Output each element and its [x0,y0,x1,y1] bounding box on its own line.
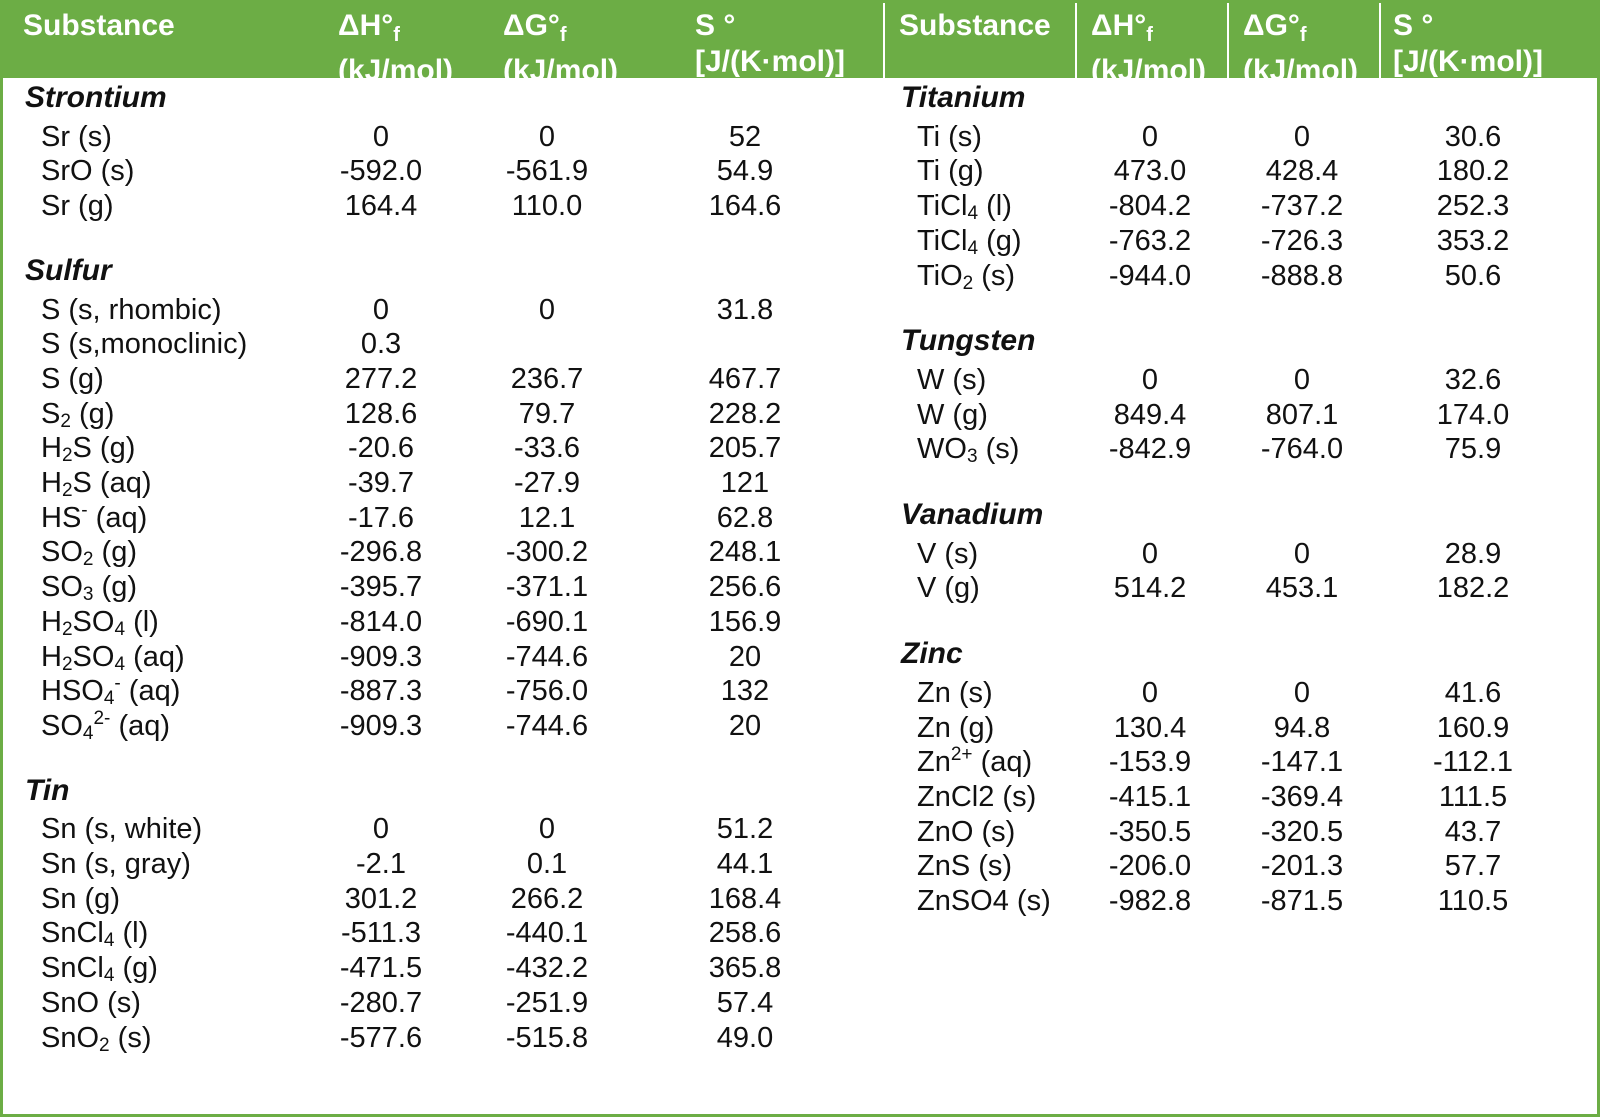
table-row [3,224,1597,258]
substance-name: Ti (g) [917,155,984,188]
entropy-value: 182.2 [1436,572,1510,605]
table-row [3,432,1597,466]
header-divider [883,3,885,78]
header-unit: (kJ/mol) [503,54,619,87]
enthalpy-value: 164.4 [344,190,418,223]
substance-name: $S_2$ (g) [41,397,115,432]
gibbs-value: -515.8 [505,1021,589,1054]
substance-name: S (g) [41,362,104,395]
entropy-value: 132 [720,675,770,708]
header-label: ΔG° [1243,9,1300,42]
entropy-value: 52 [728,120,762,153]
header-substance-left [23,8,175,44]
enthalpy-value: -909.3 [339,709,423,742]
substance-name: ZnS (s) [917,850,1013,883]
enthalpy-value: 277.2 [344,362,418,395]
table-row [3,640,883,674]
entropy-value: 121 [720,467,770,499]
entropy-value: 168.4 [708,882,782,915]
substance-name: ZnSO4 (s) [917,885,1051,917]
substance-name: SnO (s) [41,986,141,1019]
entropy-value: 228.2 [708,397,782,430]
table-row [3,673,1597,710]
gibbs-value: -201.3 [1260,850,1344,883]
enthalpy-value: 514.2 [1113,572,1187,605]
substance-name: Ti (s) [917,120,982,153]
header-dh-left [338,8,453,89]
substance-name: SrO (s) [41,155,135,188]
header-subscript: f [1146,24,1153,46]
enthalpy-value: 301.2 [344,882,418,915]
entropy-value: 62.8 [716,501,774,534]
substance-name: $H_2S$ (g) [41,432,136,467]
substance-name: Sn (g) [41,882,120,915]
gibbs-value: 12.1 [518,501,576,534]
table-row [3,501,883,535]
table-row [3,916,883,950]
substance-name: Sr (s) [41,120,112,153]
substance-name: $SO_4^{2-}$ (aq) [41,707,171,744]
substance-name: $HSO_4^-$ (aq) [41,673,181,710]
enthalpy-value: 473.0 [1113,155,1187,188]
entropy-value: 31.8 [716,293,774,326]
gibbs-value: 0 [1293,676,1311,709]
table-row [3,120,1597,154]
gibbs-value: -33.6 [513,432,581,465]
substance-name: V (g) [917,572,980,605]
header-label: S ° [695,9,736,42]
enthalpy-value: 0 [372,120,390,153]
gibbs-value: 110.0 [511,190,583,223]
entropy-value: 252.3 [1436,190,1510,223]
gibbs-value: -737.2 [1260,190,1344,223]
substance-name: Zn (g) [917,711,995,744]
substance-name: $H_2S$ (aq) [41,467,152,501]
section-title: Tin [25,773,70,807]
table-row [3,259,1597,293]
gibbs-value: -561.9 [505,155,589,188]
entropy-value: 174.0 [1436,398,1510,431]
enthalpy-value: -577.6 [339,1021,423,1054]
substance-name: Sr (g) [41,190,114,223]
enthalpy-value: 0.3 [360,328,402,361]
substance-name: $H_2SO_4$ (l) [41,605,159,640]
substance-name: ZnCl2 (s) [917,780,1037,813]
substance-name: $H_2SO_4$ (aq) [41,640,185,675]
substance-name: $SO_3$ (g) [41,571,137,606]
enthalpy-value: -153.9 [1108,746,1192,779]
enthalpy-value: -20.6 [347,432,415,465]
gibbs-value: -440.1 [505,917,589,950]
table-header [3,3,1597,87]
substance-name: Sn (s, white) [41,813,203,846]
section-title: Vanadium [901,498,1044,531]
substance-name: S (s, rhombic) [41,293,222,326]
gibbs-value: 0 [1293,363,1311,396]
header-divider [1379,3,1381,78]
enthalpy-value: -17.6 [347,501,415,534]
header-label: Substance [899,9,1051,42]
entropy-value: 164.6 [708,190,782,223]
enthalpy-value: -804.2 [1108,190,1192,223]
gibbs-value: 0 [538,120,556,153]
entropy-value: 41.6 [1444,676,1502,709]
section-title: Zinc [901,637,963,671]
substance-name: $WO_3$ (s) [917,433,1020,468]
gibbs-value: -27.9 [513,467,581,499]
entropy-value: 50.6 [1444,259,1502,292]
header-substance-right [899,8,1051,44]
gibbs-value: -756.0 [505,675,589,708]
header-subscript: f [393,24,400,46]
entropy-value: 256.6 [708,571,782,604]
entropy-value: 28.9 [1444,537,1502,570]
substance-name: S (s,monoclinic) [41,328,248,361]
table-row [3,398,1597,432]
header-label: S ° [1393,9,1434,42]
gibbs-value: -251.9 [505,986,589,1019]
substance-name: Sn (s, gray) [41,848,191,880]
header-dg-right [1243,8,1358,89]
substance-name: W (g) [917,398,988,431]
enthalpy-value: -206.0 [1108,850,1192,883]
entropy-value: 110.5 [1437,885,1509,917]
entropy-value: 57.7 [1444,850,1502,883]
header-label: ΔG° [503,9,560,42]
entropy-value: 44.1 [716,848,774,880]
entropy-value: 353.2 [1436,224,1510,257]
table-row [3,707,1597,745]
entropy-value: -112.1 [1432,746,1514,779]
header-unit: [J/(K·mol)] [1393,45,1543,78]
header-unit: (kJ/mol) [338,54,454,87]
enthalpy-value: -511.3 [340,917,422,950]
enthalpy-value: -350.5 [1108,815,1192,848]
substance-name: SnCl$_4$ (g) [41,952,158,987]
entropy-value: 54.9 [716,155,774,188]
enthalpy-value: -842.9 [1108,433,1192,466]
gibbs-value: 0 [538,293,556,326]
table-row [3,189,1597,223]
enthalpy-value: -395.7 [339,571,423,604]
substance-name: W (s) [917,363,987,396]
enthalpy-value: -471.5 [339,952,423,985]
entropy-value: 111.5 [1438,780,1508,813]
gibbs-value: -320.5 [1260,815,1344,848]
section-title: Strontium [25,81,167,114]
gibbs-value: -300.2 [505,536,589,569]
header-label: ΔH° [338,9,394,42]
gibbs-value: 0.1 [526,848,568,880]
entropy-value: 32.6 [1444,363,1502,396]
section-title: Sulfur [25,253,112,287]
header-dg-left [503,8,618,89]
enthalpy-value: 0 [372,293,390,326]
table-row [3,327,883,361]
substance-name: HS- (aq) [41,499,148,534]
gibbs-value: -432.2 [505,952,589,985]
enthalpy-value: -887.3 [339,675,423,708]
header-label: ΔH° [1091,9,1147,42]
gibbs-value: 453.1 [1265,572,1339,605]
enthalpy-value: -2.1 [356,848,406,880]
enthalpy-value: -909.3 [339,640,423,673]
header-unit: (kJ/mol) [1243,54,1359,87]
header-s-left [695,8,845,80]
gibbs-value: -147.1 [1260,746,1344,779]
enthalpy-value: 0 [1141,676,1159,709]
table-row [3,466,883,500]
entropy-value: 365.8 [708,952,782,985]
section-title: Titanium [901,81,1026,114]
gibbs-value: 0 [1293,120,1311,153]
enthalpy-value: 130.4 [1113,711,1187,744]
substance-name: ZnO (s) [917,815,1016,848]
enthalpy-value: -944.0 [1108,259,1192,292]
substance-name: Zn (s) [917,676,993,709]
gibbs-value: -690.1 [505,605,589,638]
entropy-value: 160.9 [1436,711,1510,744]
enthalpy-value: 0 [1141,363,1159,396]
gibbs-value: 0 [1293,537,1311,570]
gibbs-value: -371.1 [505,571,589,604]
entropy-value: 49.0 [716,1021,774,1054]
gibbs-value: -369.4 [1260,780,1344,813]
table-row [3,1021,883,1055]
entropy-value: 57.4 [716,986,774,1019]
enthalpy-value: 849.4 [1113,398,1187,431]
enthalpy-value: -296.8 [339,536,423,569]
substance-name: TiCl$_4$ (g) [917,224,1022,259]
table-row [3,363,1597,397]
gibbs-value: -764.0 [1260,433,1344,466]
gibbs-value: 0 [538,813,556,846]
enthalpy-value: -280.7 [339,986,423,1019]
header-s-right [1393,8,1543,80]
table-row [3,537,1597,571]
header-unit: [J/(K·mol)] [695,45,845,78]
header-divider [1227,3,1229,78]
header-divider [1075,3,1077,78]
header-subscript: f [1299,24,1307,46]
entropy-value: 258.6 [708,917,782,950]
substance-name: $Zn^{2+}$ (aq) [917,744,1033,779]
gibbs-value: 236.7 [510,362,584,395]
header-unit: (kJ/mol) [1091,54,1207,87]
substance-name: SnO$_2$ (s) [41,1021,152,1056]
gibbs-value: -888.8 [1260,259,1344,292]
table-row [3,745,1597,779]
enthalpy-value: -982.8 [1108,885,1192,917]
gibbs-value: -744.6 [505,709,589,742]
entropy-value: 20 [728,640,762,673]
entropy-value: 205.7 [708,432,782,465]
substance-name: $SO_2$ (g) [41,536,137,571]
gibbs-value: -744.6 [505,640,589,673]
table-row [3,849,1597,883]
entropy-value: 20 [728,709,762,742]
gibbs-value: 79.7 [518,397,576,430]
gibbs-value: 807.1 [1265,398,1339,431]
table-row [3,884,1597,918]
enthalpy-value: -39.7 [347,467,415,499]
enthalpy-value: 0 [372,813,390,846]
entropy-value: 30.6 [1444,120,1502,153]
substance-name: SnCl$_4$ (l) [41,917,149,952]
table-row [3,293,883,327]
table-row [3,815,1597,849]
enthalpy-value: 0 [1141,537,1159,570]
entropy-value: 75.9 [1444,433,1502,466]
table-row [3,154,1597,188]
entropy-value: 248.1 [708,536,782,569]
entropy-value: 51.2 [716,813,774,846]
table-row [3,780,1597,814]
gibbs-value: 428.4 [1265,155,1339,188]
header-dh-right [1091,8,1206,89]
enthalpy-value: -592.0 [339,155,423,188]
substance-name: TiO$_2$ (s) [917,259,1016,294]
table-row [3,605,883,639]
table-row [3,986,883,1020]
enthalpy-value: 0 [1141,120,1159,153]
substance-name: TiCl$_4$ (l) [917,190,1012,225]
section-title: Tungsten [901,324,1036,358]
enthalpy-value: -415.1 [1108,780,1192,813]
table-row [3,571,1597,605]
gibbs-value: -726.3 [1260,224,1344,257]
substance-name: V (s) [917,537,979,570]
table-row [3,951,883,985]
header-label: Substance [23,9,175,42]
entropy-value: 467.7 [708,362,782,395]
gibbs-value: -871.5 [1260,885,1344,917]
entropy-value: 156.9 [708,605,782,638]
header-subscript: f [559,24,567,46]
enthalpy-value: -814.0 [339,605,423,638]
entropy-value: 180.2 [1436,155,1510,188]
enthalpy-value: 128.6 [344,397,418,430]
enthalpy-value: -763.2 [1108,224,1192,257]
gibbs-value: 266.2 [510,882,584,915]
gibbs-value: 94.8 [1273,711,1331,744]
entropy-value: 43.7 [1444,815,1502,848]
